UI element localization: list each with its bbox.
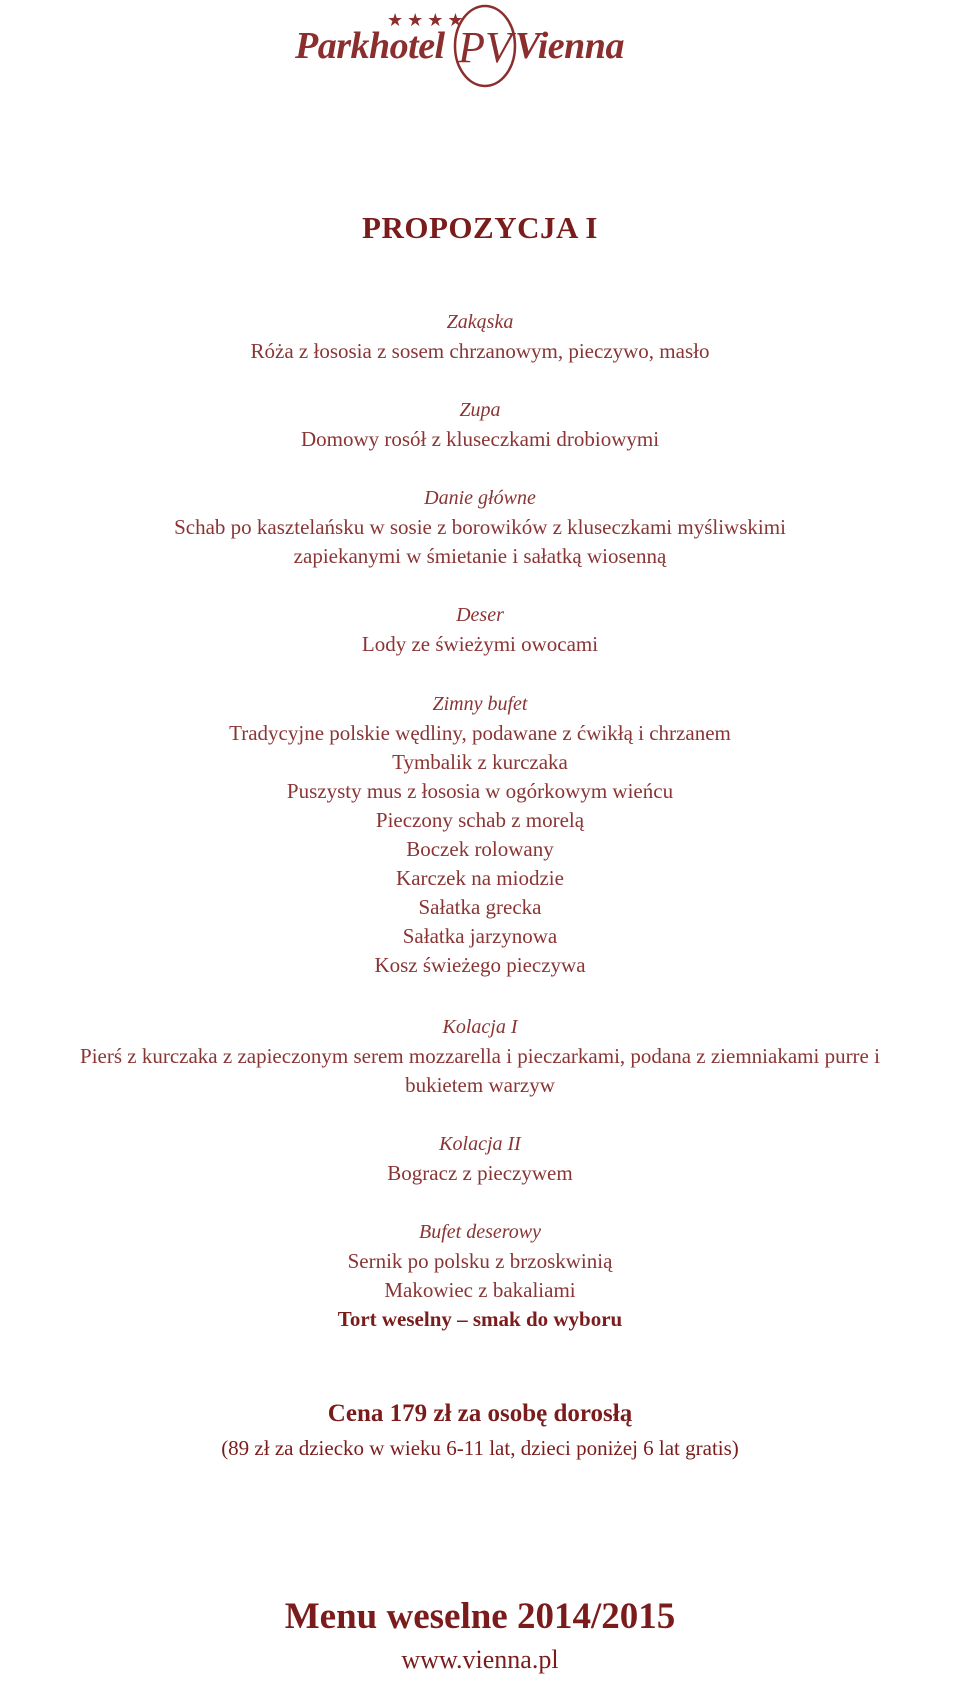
course-title: Zimny bufet — [432, 693, 528, 715]
hotel-stars: ★★★★ — [387, 10, 468, 30]
price-main: Cena 179 zł za osobę dorosłą — [327, 1400, 633, 1427]
menu-item: Puszysty mus z łososia w ogórkowym wieńcu — [286, 779, 674, 803]
pv-monogram-icon — [445, 0, 525, 92]
footer-title: Menu weselne 2014/2015 — [284, 1596, 676, 1637]
menu-item: Pierś z kurczaka z zapieczonym serem mozzarella i pieczarkami, podana z ziemniakami purre i — [80, 1044, 880, 1068]
menu-item: Domowy rosół z kluseczkami drobiowymi — [300, 427, 660, 451]
menu-item: Schab po kasztelańsku w sosie z borowików z kluseczkami myśliwskimi — [174, 515, 786, 539]
course-title: Kolacja II — [439, 1133, 521, 1155]
menu-item: zapiekanymi w śmietanie i sałatką wiosenną — [293, 544, 667, 568]
menu-item: Boczek rolowany — [406, 837, 554, 861]
price-note: (89 zł za dziecko w wieku 6-11 lat, dzieci poniżej 6 lat gratis) — [221, 1436, 739, 1460]
svg-text:PV: PV — [458, 23, 512, 72]
course-section — [0, 308, 960, 366]
website-link[interactable]: www.vienna.pl — [401, 1645, 559, 1674]
menu-item: Sałatka grecka — [418, 895, 542, 919]
menu-item: Róża z łososia z sosem chrzanowym, pieczywo, masło — [250, 339, 710, 363]
course-title: Kolacja I — [442, 1016, 518, 1038]
menu-item: Pieczony schab z morelą — [375, 808, 585, 832]
hotel-logo — [295, 0, 665, 96]
course-title: Zakąska — [446, 311, 514, 333]
course-section — [0, 1218, 960, 1334]
menu-item: Tradycyjne polskie wędliny, podawane z ćwikłą i chrzanem — [229, 721, 731, 745]
course-section — [0, 1013, 960, 1100]
menu-item: Sałatka jarzynowa — [402, 924, 558, 948]
course-section — [0, 601, 960, 659]
menu-item: Bogracz z pieczywem — [387, 1161, 573, 1185]
course-section — [0, 484, 960, 571]
menu-item: Sernik po polsku z brzoskwinią — [347, 1249, 613, 1273]
page-title: PROPOZYCJA I — [362, 210, 598, 245]
menu-item-highlight: Tort weselny – smak do wyboru — [337, 1307, 623, 1331]
menu-item: Karczek na miodzie — [396, 866, 564, 890]
menu-item: Makowiec z bakaliami — [384, 1278, 576, 1302]
course-section — [0, 1130, 960, 1188]
menu-item: Lody ze świeżymi owocami — [361, 632, 599, 656]
course-title: Bufet deserowy — [418, 1221, 541, 1243]
menu-item: bukietem warzyw — [405, 1073, 555, 1097]
course-title: Danie główne — [424, 487, 536, 509]
course-section — [0, 690, 960, 980]
menu-item: Tymbalik z kurczaka — [392, 750, 568, 774]
course-title: Deser — [456, 604, 504, 626]
course-title: Zupa — [459, 399, 501, 421]
logo-brand-left: Parkhotel — [295, 25, 445, 67]
logo-brand-right: Vienna — [515, 25, 624, 67]
menu-item: Kosz świeżego pieczywa — [374, 953, 586, 977]
course-section — [0, 396, 960, 454]
